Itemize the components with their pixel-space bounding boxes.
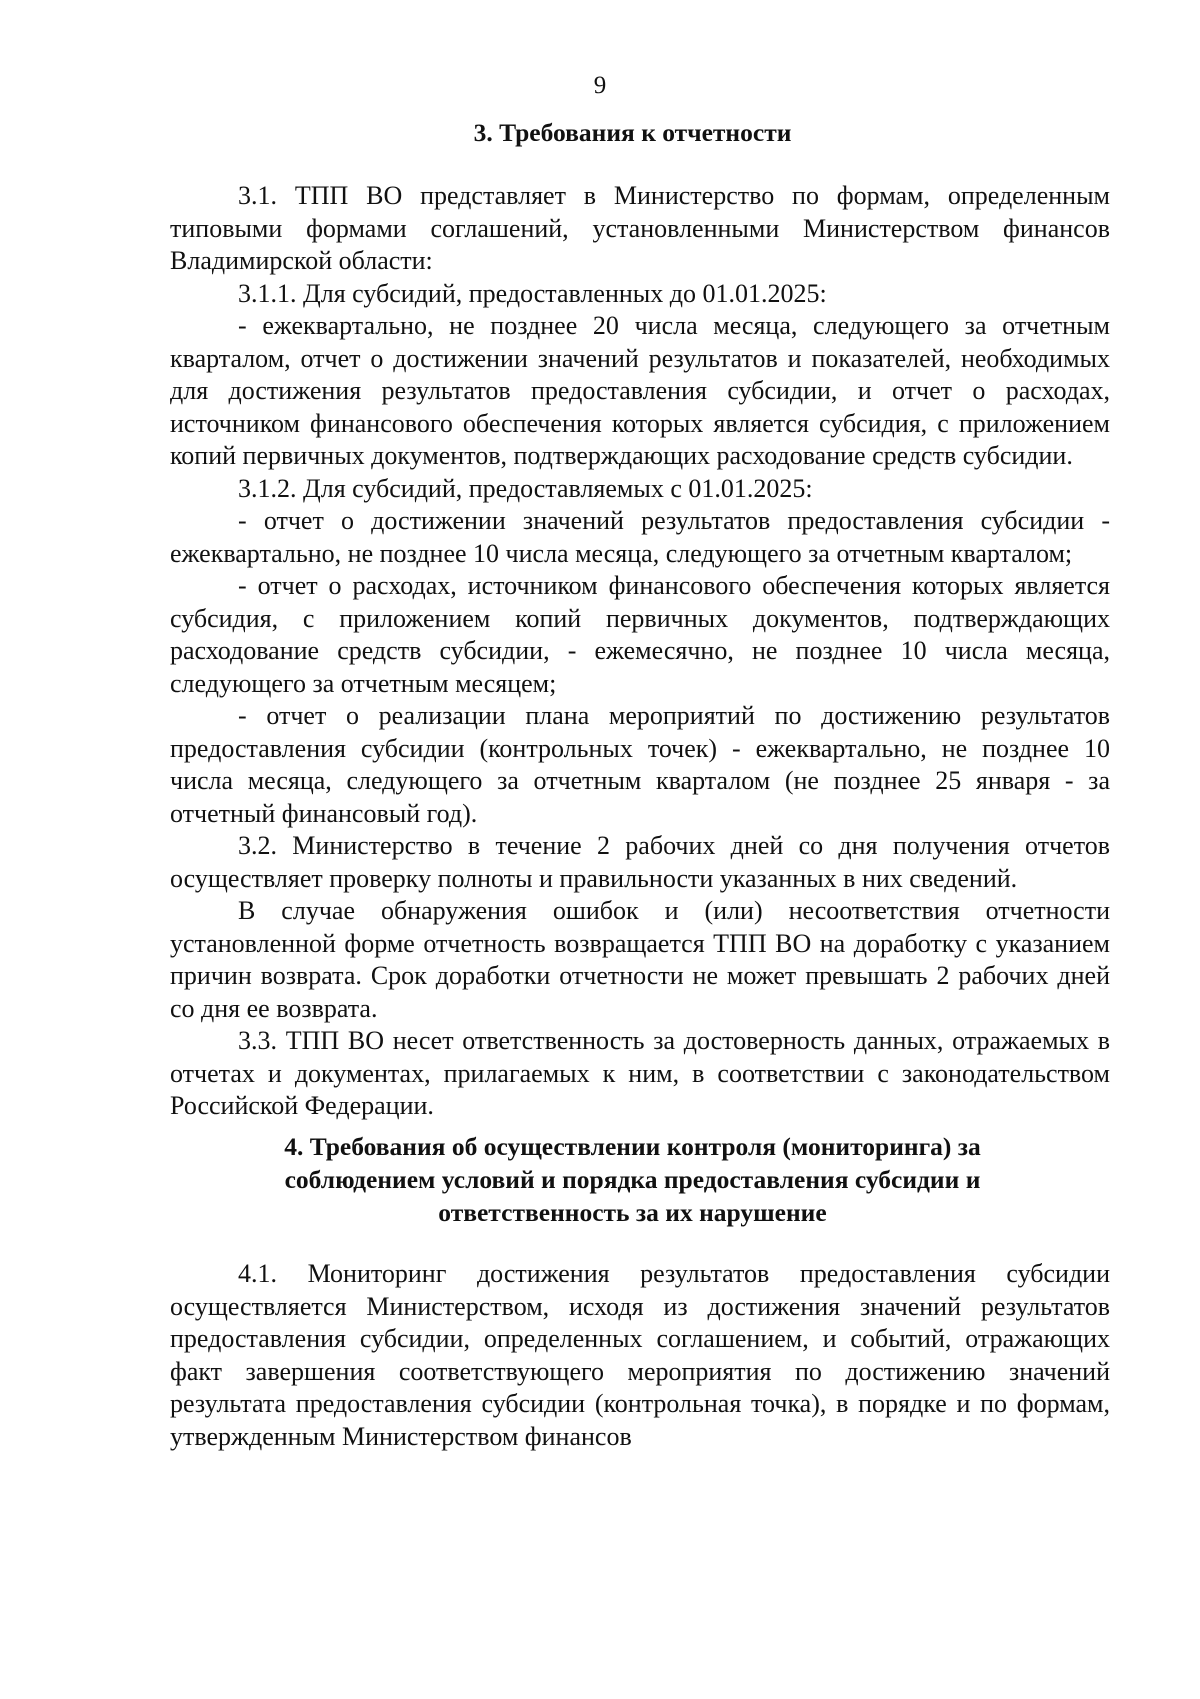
paragraph-3-1-1-item: - ежеквартально, не позднее 20 числа месяца, следующего за отчетным кварталом, отчет о достижении значений результатов и показателей, необходимых для достижения результатов предоставления субсидии, и отчет о расходах, источником финансового обеспечения которых является субсидия, с приложением копий первичных документов, подтверждающих расходование средств субсидии. [170, 311, 1110, 470]
paragraph-3-3: 3.3. ТПП ВО несет ответственность за достоверность данных, отражаемых в отчетах и документах, прилагаемых к ним, в соответствии с законодательством Российской Федерации. [170, 1026, 1110, 1120]
section-3-body [170, 180, 1110, 1123]
section-4-heading-line-3: ответственность за их нарушение [438, 1198, 827, 1227]
paragraph-3-2-cont: В случае обнаружения ошибок и (или) несоответствия отчетности установленной форме отчетность возвращается ТПП ВО на доработку с указанием причин возврата. Срок доработки отчетности не может превышать 2 рабочих дней со дня ее возврата. [170, 896, 1110, 1023]
paragraph-3-1-1: 3.1.1. Для субсидий, предоставленных до 01.01.2025: [238, 278, 827, 308]
section-4-heading-line-1: 4. Требования об осуществлении контроля (мониторинга) за [284, 1132, 981, 1161]
page-number: 9 [593, 72, 607, 99]
paragraph-3-2: 3.2. Министерство в течение 2 рабочих дней со дня получения отчетов осуществляет проверку полноты и правильности указанных в них сведений. [170, 831, 1110, 893]
section-4-body [170, 1258, 1110, 1453]
section-4-heading-line-2: соблюдением условий и порядка предоставления субсидии и [284, 1165, 981, 1194]
section-3-heading: 3. Требования к отчетности [473, 118, 792, 147]
paragraph-3-1-2-item-3: - отчет о реализации плана мероприятий по достижению результатов предоставления субсидии (контрольных точек) - ежеквартально, не позднее 10 числа месяца, следующего за отчетным кварталом (не позднее 25 января - за отчетный финансовый год). [170, 701, 1110, 828]
paragraph-3-1-2-item-1: - отчет о достижении значений результатов предоставления субсидии - ежеквартально, не позднее 10 числа месяца, следующего за отчетным кварталом; [170, 506, 1110, 568]
paragraph-3-1-2: 3.1.2. Для субсидий, предоставляемых с 01.01.2025: [238, 473, 813, 503]
paragraph-3-1-2-item-2: - отчет о расходах, источником финансового обеспечения которых является субсидия, с приложением копий первичных документов, подтверждающих расходование средств субсидии, - ежемесячно, не позднее 10 числа месяца, следующего за отчетным месяцем; [170, 571, 1110, 698]
paragraph-4-1: 4.1. Мониторинг достижения результатов предоставления субсидии осуществляется Министерством, исходя из достижения значений результатов предоставления субсидии, определенных соглашением, и событий, отражающих факт завершения соответствующего мероприятия по достижению значений результата предоставления субсидии (контрольная точка), в порядке и по формам, утвержденным Министерством финансов [170, 1259, 1110, 1451]
section-4-heading [170, 1130, 1095, 1229]
paragraph-3-1: 3.1. ТПП ВО представляет в Министерство по формам, определенным типовыми формами соглашений, установленными Министерством финансов Владимирской области: [170, 181, 1110, 275]
